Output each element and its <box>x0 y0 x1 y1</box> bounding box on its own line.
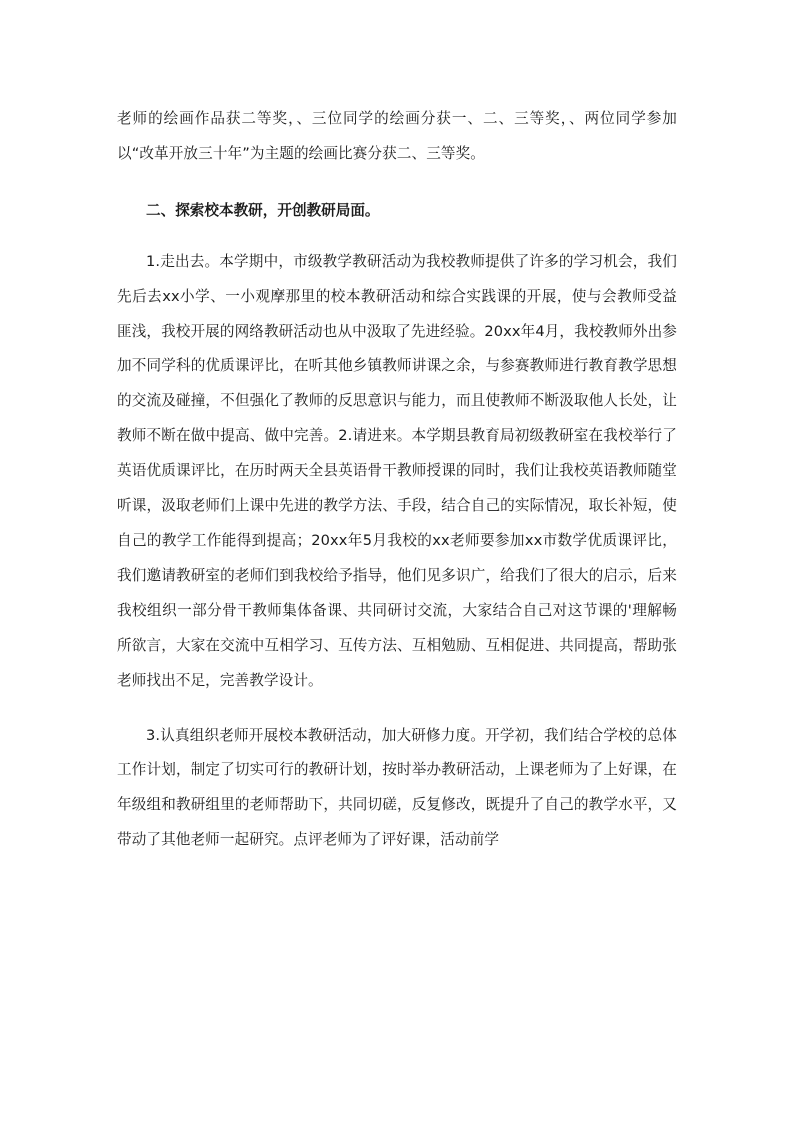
document-page <box>117 102 677 858</box>
paragraph-spacer <box>117 229 677 245</box>
paragraph-school-research: 3.认真组织老师开展校本教研活动，加大研修力度。开学初，我们结合学校的总体工作计划，制定了切实可行的教研计划，按时举办教研活动，上课老师为了上好课，在年级组和教研组里的老师帮助下，共同切磋，反复修改，既提升了自己的教学水平，又带动了其他老师一起研究。点评老师为了评好课，活动前学 <box>117 726 677 849</box>
paragraph-spacer <box>117 172 677 194</box>
paragraph-awards: 老师的绘画作品获二等奖，、三位同学的绘画分获一、二、三等奖，、两位同学参加以“改革开放三十年”为主题的绘画比赛分获二、三等奖。 <box>117 110 677 162</box>
section-heading: 二、探索校本教研，开创教研局面。 <box>146 201 380 219</box>
paragraph-spacer <box>117 699 677 719</box>
paragraph-go-out-invite-in: 1.走出去。本学期中，市级教学教研活动为我校教师提供了许多的学习机会，我们先后去xx小学、一小观摩那里的校本教研活动和综合实践课的开展，使与会教师受益匪浅，我校开展的网络教研活动也从中汲取了先进经验。20xx年4月，我校教师外出参加不同学科的优质课评比，在听其他乡镇教师讲课之余，与参赛教师进行教育教学思想的交流及碰撞，不但强化了教师的反思意识与能力，而且使教师不断汲取他人长处，让教师不断在做中提高、做中完善。2.请进来。本学期县教育局初级教研室在我校举行了英语优质课评比，在历时两天全县英语骨干教师授课的同时，我们让我校英语教师随堂听课，汲取老师们上课中先进的教学方法、手段，结合自己的实际情况，取长补短，使自己的教学工作能得到提高；20xx年5月我校的xx老师要参加xx市数学优质课评比，我们邀请教研室的老师们到我校给予指导，他们见多识广，给我们了很大的启示，后来我校组织一部分骨干教师集体备课、共同研讨交流，大家结合自己对这节课的'理解畅所欲言，大家在交流中互相学习、互传方法、互相勉励、互相促进、共同提高，帮助张老师找出不足，完善教学设计。 <box>117 252 677 689</box>
